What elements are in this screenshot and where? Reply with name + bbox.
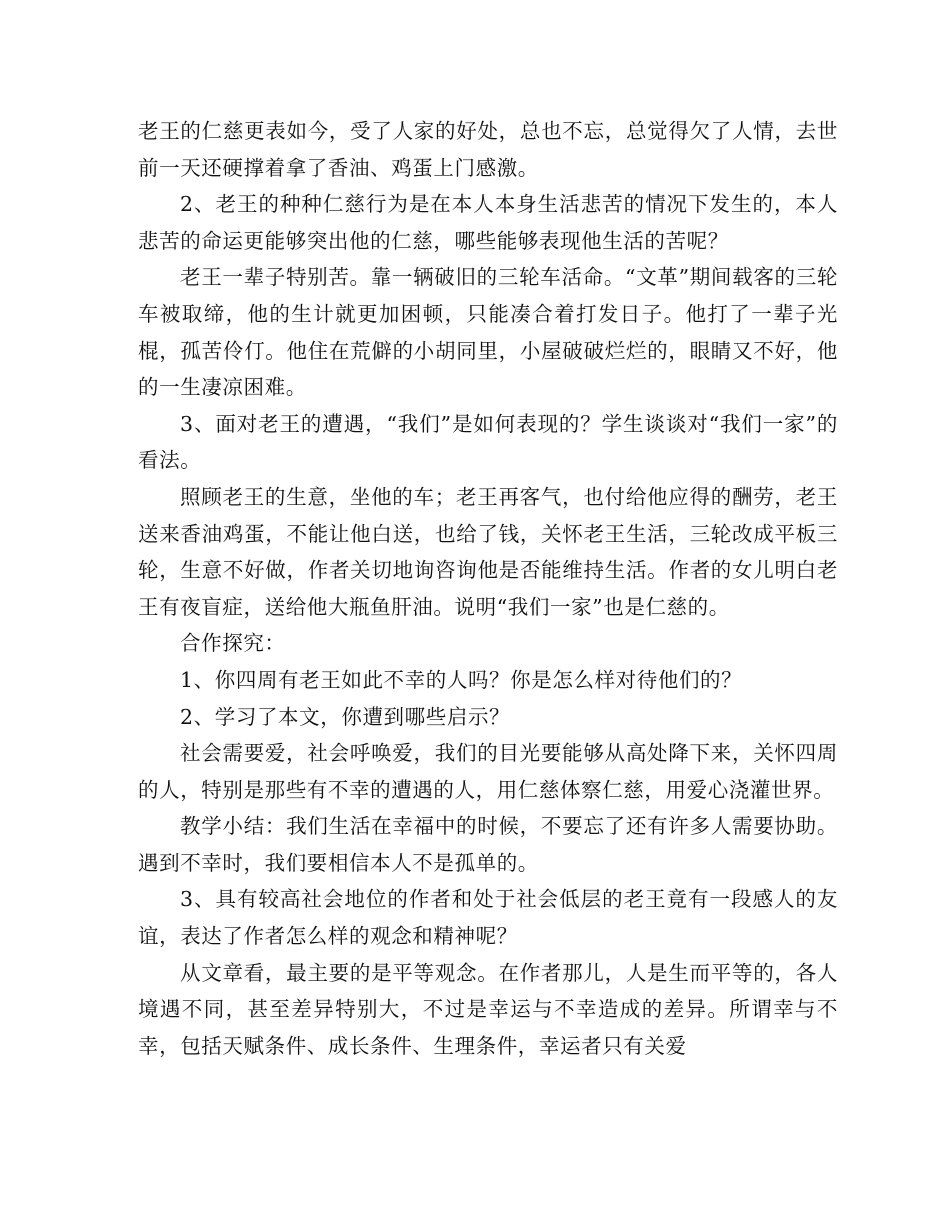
question-3: 3、具有较高社会地位的作者和处于社会低层的老王竟有一段感人的友谊，表达了作者怎么样的观念和精神呢？ [138, 887, 838, 949]
question-1: 1、你四周有老王如此不幸的人吗？你是怎么样对待他们的？ [180, 667, 743, 692]
paragraph-4: 3、面对老王的遭遇，“我们”是如何表现的？学生谈谈对“我们一家”的看法。 [138, 411, 838, 473]
question-2: 2、学习了本文，你遭到哪些启示？ [180, 704, 511, 729]
paragraph-answer-2: 社会需要爱，社会呼唤爱，我们的目光要能够从高处降下来，关怀四周的人，特别是那些有不幸的遭遇的人，用仁慈体察仁慈，用爱心浇灌世界。 [138, 741, 838, 802]
paragraph-5: 照顾老王的生意，坐他的车；老王再客气，也付给他应得的酬劳，老王送来香油鸡蛋，不能让他白送，也给了钱，关怀老王生活，三轮改成平板三轮，生意不好做，作者关切地询咨询他是否能维持生活。作者的女儿明白老王有夜盲症，送给他大瓶鱼肝油。说明“我们一家”也是仁慈的。 [138, 484, 838, 619]
paragraph-2: 2、老王的种种仁慈行为是在本人本身生活悲苦的情况下发生的，本人悲苦的命运更能够突出他的仁慈，哪些能够表现他生活的苦呢？ [138, 192, 838, 253]
paragraph-answer-3: 从文章看，最主要的是平等观念。在作者那儿，人是生而平等的，各人境遇不同，甚至差异特别大，不过是幸运与不幸造成的差异。所谓幸与不幸，包括天赋条件、成长条件、生理条件，幸运者只有关爱 [138, 960, 838, 1058]
paragraph-1: 老王的仁慈更表如今，受了人家的好处，总也不忘，总觉得欠了人情，去世前一天还硬撑着拿了香油、鸡蛋上门感激。 [138, 119, 838, 180]
document-body [138, 113, 838, 1064]
paragraph-3: 老王一辈子特别苦。靠一辆破旧的三轮车活命。“文革”期间载客的三轮车被取缔，他的生计就更加困顿，只能凑合着打发日子。他打了一辈子光棍，孤苦伶仃。他住在荒僻的小胡同里，小屋破破烂烂的，眼睛又不好，他的一生凄凉困难。 [138, 265, 838, 400]
section-heading-cooperative-inquiry: 合作探究： [180, 631, 286, 656]
teaching-summary: 教学小结：我们生活在幸福中的时候，不要忘了还有许多人需要协助。遇到不幸时，我们要相信本人不是孤单的。 [138, 814, 838, 875]
